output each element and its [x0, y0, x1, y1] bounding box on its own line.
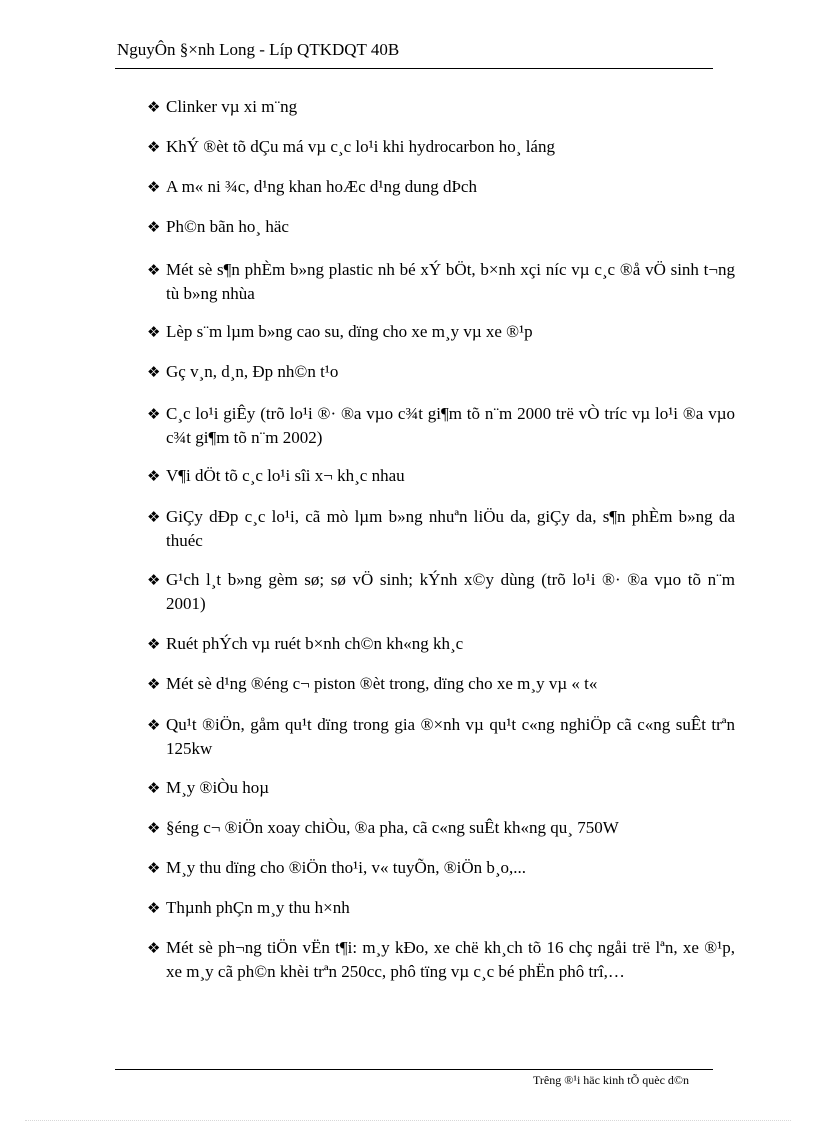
list-item-text: KhÝ ®èt tõ dÇu má vµ c¸c lo¹i khi hydrocarbon ho¸ láng — [166, 137, 555, 156]
diamond-bullet-icon: ❖ — [147, 138, 161, 156]
list-item-text: Thµnh phÇn m¸y thu h×nh — [166, 898, 350, 917]
list-item — [147, 175, 735, 199]
list-item-text: Mét sè s¶n phÈm b»ng plastic nh bé xÝ bÖt, b×nh xçi níc vµ c¸c ®å vÖ sinh t¬ng tù b»ng nhùa — [166, 260, 735, 303]
diamond-bullet-icon: ❖ — [147, 363, 161, 381]
list-item-text: Ruét phÝch vµ ruét b×nh ch©n kh«ng kh¸c — [166, 634, 464, 653]
list-item — [147, 215, 735, 239]
list-item-text: Qu¹t ®iÖn, gåm qu¹t dïng trong gia ®×nh vµ qu¹t c«ng nghiÖp cã c«ng suÊt trªn 125kw — [166, 715, 735, 758]
list-item — [147, 568, 735, 616]
list-item — [147, 713, 735, 761]
diamond-bullet-icon: ❖ — [147, 261, 161, 279]
list-item — [147, 632, 735, 656]
diamond-bullet-icon: ❖ — [147, 467, 161, 485]
list-item — [147, 672, 735, 696]
list-item-text: Gç v¸n, d¸n, Ðp nh©n t¹o — [166, 362, 339, 381]
list-item-text: GiÇy dÐp c¸c lo¹i, cã mò lµm b»ng nhuªn liÖu da, giÇy da, s¶n phÈm b»ng da thuéc — [166, 507, 735, 550]
header-rule — [115, 68, 713, 69]
list-item — [147, 464, 735, 488]
diamond-bullet-icon: ❖ — [147, 178, 161, 196]
list-item — [147, 135, 735, 159]
diamond-bullet-icon: ❖ — [147, 218, 161, 236]
list-item — [147, 258, 735, 306]
diamond-bullet-icon: ❖ — [147, 635, 161, 653]
list-item-text: Lèp s¨m lµm b»ng cao su, dïng cho xe m¸y vµ xe ®¹p — [166, 322, 533, 341]
list-item — [147, 95, 735, 119]
list-item-text: G¹ch l¸t b»ng gèm sø; sø vÖ sinh; kÝnh x©y dùng (trõ lo¹i ®· ®a vµo tõ n¨m 2001) — [166, 570, 735, 613]
list-item-text: Ph©n bãn ho¸ häc — [166, 217, 289, 236]
list-item — [147, 816, 735, 840]
diamond-bullet-icon: ❖ — [147, 571, 161, 589]
diamond-bullet-icon: ❖ — [147, 98, 161, 116]
list-item — [147, 936, 735, 984]
diamond-bullet-icon: ❖ — [147, 779, 161, 797]
diamond-bullet-icon: ❖ — [147, 405, 161, 423]
list-item-text: M¸y ®iÒu hoµ — [166, 778, 269, 797]
page-edge — [25, 1120, 791, 1121]
list-item — [147, 360, 735, 384]
diamond-bullet-icon: ❖ — [147, 939, 161, 957]
list-item — [147, 776, 735, 800]
list-item-text: A m« ni ¾c, d¹ng khan hoÆc d¹ng dung dÞch — [166, 177, 477, 196]
list-item — [147, 320, 735, 344]
list-item-text: V¶i dÖt tõ c¸c lo¹i sîi x¬ kh¸c nhau — [166, 466, 405, 485]
list-item — [147, 402, 735, 450]
list-item-text: Clinker vµ xi m¨ng — [166, 97, 298, 116]
diamond-bullet-icon: ❖ — [147, 716, 161, 734]
list-item-text: M¸y thu dïng cho ®iÖn tho¹i, v« tuyÕn, ®iÖn b¸o,... — [166, 858, 527, 877]
diamond-bullet-icon: ❖ — [147, 508, 161, 526]
diamond-bullet-icon: ❖ — [147, 899, 161, 917]
list-item-text: Mét sè d¹ng ®éng c¬ piston ®èt trong, dïng cho xe m¸y vµ « t« — [166, 674, 598, 693]
list-item-text: Mét sè ph¬ng tiÖn vËn t¶i: m¸y kÐo, xe chë kh¸ch tõ 16 chç ngåi trë lªn, xe ®¹p, xe m¸y cã ph©n khèi trªn 250cc, phô tïng vµ c¸c bé phËn phô trî,… — [166, 938, 735, 981]
list-item — [147, 856, 735, 880]
footer-rule — [115, 1069, 713, 1070]
diamond-bullet-icon: ❖ — [147, 859, 161, 877]
list-item-text: §éng c¬ ®iÖn xoay chiÒu, ®a pha, cã c«ng suÊt kh«ng qu¸ 750W — [166, 818, 619, 837]
list-item-text: C¸c lo¹i giÊy (trõ lo¹i ®· ®a vµo c¾t gi¶m tõ n¨m 2000 trë vÒ tríc vµ lo¹i ®a vµo c¾t gi¶m tõ n¨m 2002) — [166, 404, 735, 447]
diamond-bullet-icon: ❖ — [147, 323, 161, 341]
list-item — [147, 505, 735, 553]
diamond-bullet-icon: ❖ — [147, 819, 161, 837]
list-item — [147, 896, 735, 920]
page-header: NguyÔn §×nh Long - Líp QTKDQT 40B — [117, 40, 400, 59]
diamond-bullet-icon: ❖ — [147, 675, 161, 693]
page-footer: Trêng ®¹i häc kinh tÕ quèc d©n — [533, 1073, 690, 1087]
